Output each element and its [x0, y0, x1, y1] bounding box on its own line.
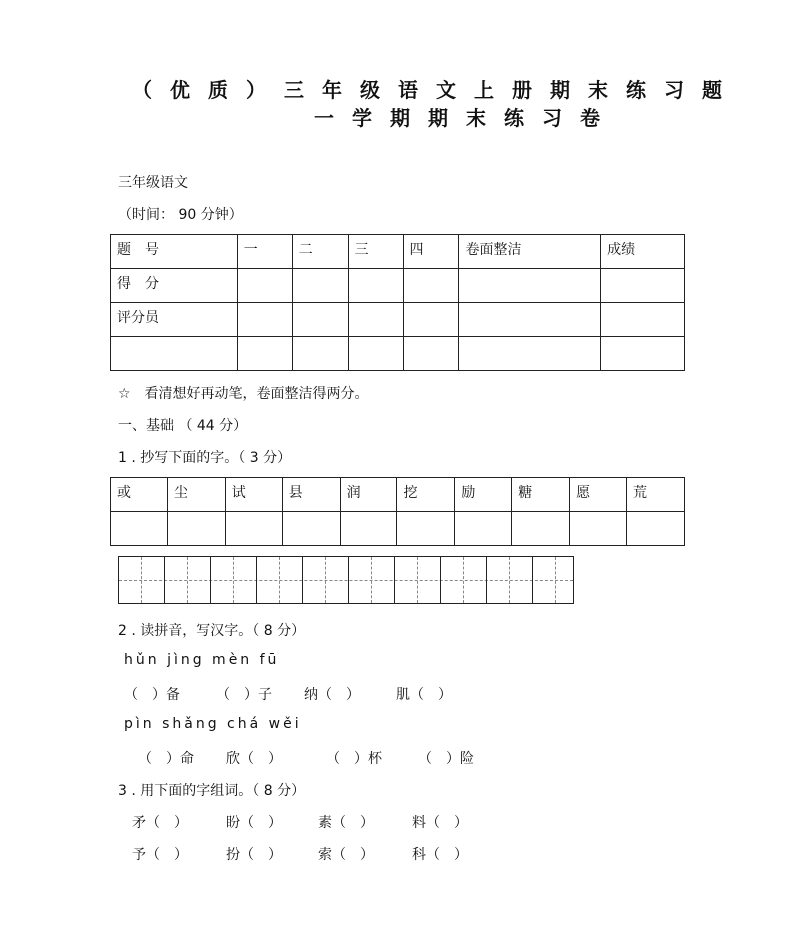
score-table-cell[interactable] — [111, 337, 238, 371]
writing-grid-guide — [279, 557, 280, 603]
copy-char: 尘 — [167, 478, 225, 512]
score-table-header: 四 — [403, 235, 459, 269]
copy-chars-table — [110, 477, 685, 546]
writing-grid-guide — [509, 557, 510, 603]
copy-answer-cell[interactable] — [340, 512, 397, 546]
copy-char: 试 — [225, 478, 282, 512]
writing-grid-line — [440, 557, 441, 603]
copy-chars-row — [111, 478, 685, 512]
score-table-cell[interactable] — [459, 303, 601, 337]
writing-grid-line — [302, 557, 303, 603]
page-title-line2: 一学期期末练习卷 — [314, 106, 618, 130]
score-table — [110, 234, 685, 371]
blank-item[interactable]: （ ）杯 — [326, 751, 382, 767]
score-table-header: 题 号 — [111, 235, 238, 269]
score-table-header: 一 — [237, 235, 292, 269]
word-item[interactable]: 料（ ） — [412, 815, 468, 831]
blank-item[interactable]: （ ）险 — [418, 751, 474, 767]
blank-item[interactable]: 纳（ ） — [304, 687, 360, 703]
score-table-cell[interactable] — [237, 269, 292, 303]
writing-grid-line — [210, 557, 211, 603]
question-2-title: 2 . 读拼音，写汉字。（ 8 分） — [118, 623, 306, 639]
score-table-row — [111, 303, 685, 337]
notice-text: ☆ 看清想好再动笔，卷面整洁得两分。 — [118, 386, 369, 402]
copy-char: 润 — [340, 478, 397, 512]
score-table-header: 三 — [348, 235, 403, 269]
question-3-title: 3 . 用下面的字组词。（ 8 分） — [118, 783, 306, 799]
writing-grid-guide — [233, 557, 234, 603]
copy-answer-cell[interactable] — [397, 512, 455, 546]
copy-answer-row — [111, 512, 685, 546]
score-table-cell[interactable] — [292, 303, 348, 337]
writing-grid-line — [164, 557, 165, 603]
word-item[interactable]: 索（ ） — [318, 847, 374, 863]
copy-answer-cell[interactable] — [627, 512, 685, 546]
score-table-cell: 得 分 — [111, 269, 238, 303]
word-item[interactable]: 盼（ ） — [226, 815, 282, 831]
word-item[interactable]: 素（ ） — [318, 815, 374, 831]
copy-char: 或 — [111, 478, 168, 512]
score-table-header-row — [111, 235, 685, 269]
score-table-header: 二 — [292, 235, 348, 269]
word-item[interactable]: 予（ ） — [132, 847, 188, 863]
writing-grid-line — [486, 557, 487, 603]
question-1-title: 1 . 抄写下面的字。（ 3 分） — [118, 450, 292, 466]
copy-answer-cell[interactable] — [167, 512, 225, 546]
subject-label: 三年级语文 — [118, 175, 188, 191]
copy-answer-cell[interactable] — [570, 512, 627, 546]
copy-answer-cell[interactable] — [225, 512, 282, 546]
writing-grid-guide — [371, 557, 372, 603]
copy-char: 荒 — [627, 478, 685, 512]
writing-grid-line — [348, 557, 349, 603]
score-table-cell[interactable] — [403, 303, 459, 337]
writing-grid-guide — [417, 557, 418, 603]
writing-grid-line — [256, 557, 257, 603]
blank-item[interactable]: 欣（ ） — [226, 751, 282, 767]
writing-grid-line — [394, 557, 395, 603]
score-table-cell[interactable] — [459, 269, 601, 303]
blank-item[interactable]: （ ）命 — [138, 751, 194, 767]
score-table-cell[interactable] — [237, 303, 292, 337]
score-table-cell[interactable] — [601, 337, 685, 371]
score-table-cell[interactable] — [237, 337, 292, 371]
score-table-cell[interactable] — [292, 269, 348, 303]
score-table-cell[interactable] — [601, 269, 685, 303]
blank-item[interactable]: （ ）子 — [216, 687, 272, 703]
score-table-cell: 评分员 — [111, 303, 238, 337]
score-table-cell[interactable] — [403, 337, 459, 371]
writing-grid-line — [532, 557, 533, 603]
score-table-cell[interactable] — [348, 337, 403, 371]
copy-char: 县 — [282, 478, 340, 512]
writing-grid-guide — [555, 557, 556, 603]
score-table-cell[interactable] — [348, 303, 403, 337]
blank-item[interactable]: 肌（ ） — [396, 687, 452, 703]
section-heading: 一、基础 （ 44 分） — [118, 418, 248, 434]
pinyin-line: hǔn jìng mèn fū — [124, 652, 280, 668]
score-table-cell[interactable] — [459, 337, 601, 371]
writing-grid[interactable] — [118, 556, 574, 604]
score-table-cell[interactable] — [403, 269, 459, 303]
score-table-cell[interactable] — [292, 337, 348, 371]
writing-grid-guide — [187, 557, 188, 603]
page-title-line1: （优质）三年级语文上册期末练习题 — [132, 78, 740, 102]
score-table-header: 成绩 — [601, 235, 685, 269]
copy-answer-cell[interactable] — [455, 512, 512, 546]
score-table-row — [111, 337, 685, 371]
score-table-header: 卷面整洁 — [459, 235, 601, 269]
copy-char: 糖 — [512, 478, 570, 512]
score-table-cell[interactable] — [348, 269, 403, 303]
word-item[interactable]: 科（ ） — [412, 847, 468, 863]
writing-grid-guide — [463, 557, 464, 603]
word-item[interactable]: 扮（ ） — [226, 847, 282, 863]
pinyin-line: pìn shǎng chá wěi — [124, 716, 302, 732]
writing-grid-guide — [141, 557, 142, 603]
copy-char: 愿 — [570, 478, 627, 512]
time-label: （时间： 90 分钟） — [118, 207, 243, 223]
writing-grid-guide — [325, 557, 326, 603]
copy-answer-cell[interactable] — [512, 512, 570, 546]
score-table-cell[interactable] — [601, 303, 685, 337]
word-item[interactable]: 矛（ ） — [132, 815, 188, 831]
blank-item[interactable]: （ ）备 — [124, 687, 180, 703]
copy-char: 挖 — [397, 478, 455, 512]
copy-answer-cell[interactable] — [111, 512, 168, 546]
copy-char: 励 — [455, 478, 512, 512]
copy-answer-cell[interactable] — [282, 512, 340, 546]
score-table-row — [111, 269, 685, 303]
